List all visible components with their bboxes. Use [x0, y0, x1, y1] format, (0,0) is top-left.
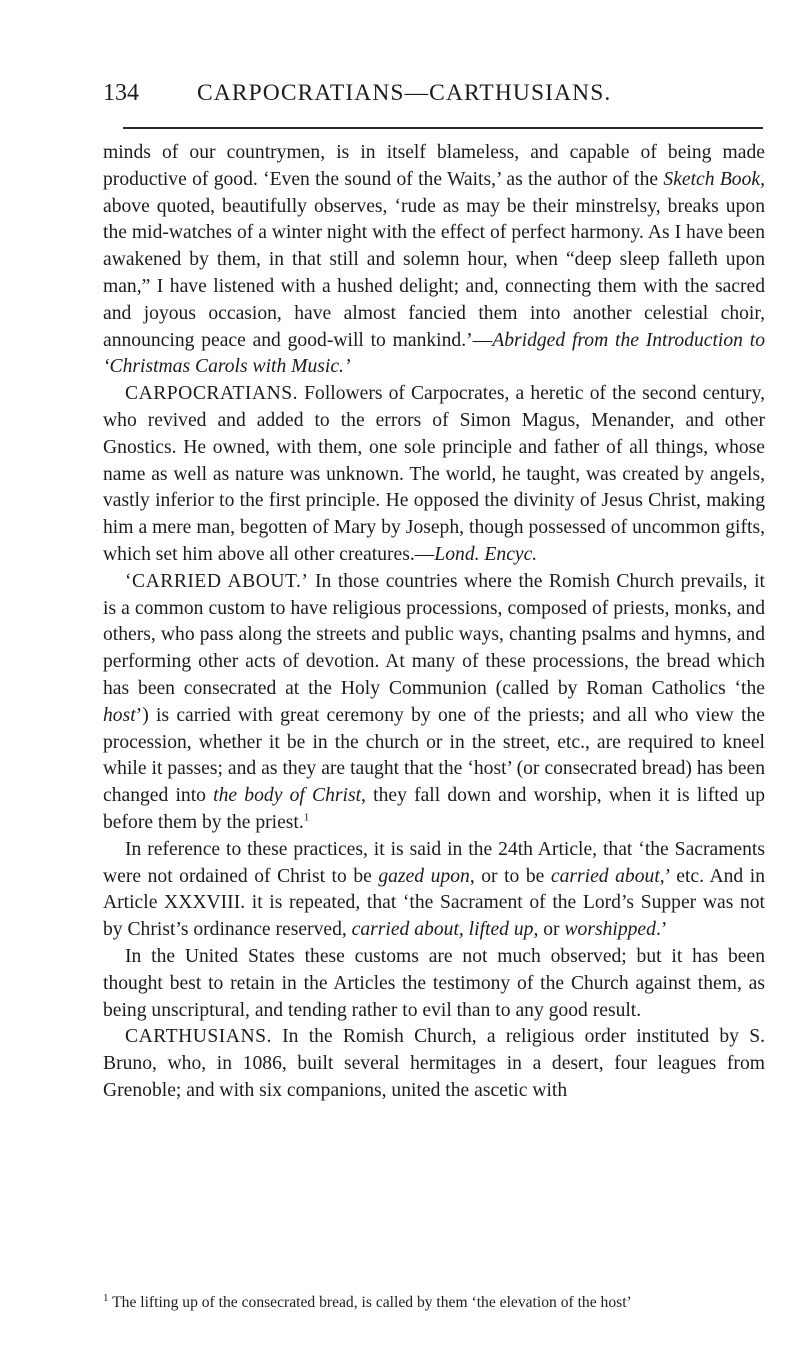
entry-heading-carpocratians: CARPOCRATIANS. [125, 383, 299, 405]
entry-heading-carried-about: ‘CARRIED ABOUT.’ [125, 570, 309, 592]
p3-text-a: In those countries where the Romish Church prevails, it is a common custom to have religious processions, composed of priests, monks, and others, who pass along the streets and public ways, chanting psalms and hymns, and performing other acts of devotion. At many of these processions, the bread which has been consecrated at the Holy Communion (called by Roman Catholics ‘the [103, 570, 765, 699]
paragraph-articles [103, 837, 765, 944]
page-number: 134 [103, 80, 139, 106]
p4-text-g: , or [533, 919, 565, 941]
p4-gazed-upon: gazed upon [378, 865, 470, 887]
paragraph-united-states [103, 944, 765, 1024]
p1-text-a: minds of our countrymen, is in itself blameless, and capable of being made productive of good. ‘Even the sound of the Waits,’ as the author of the [103, 142, 765, 190]
footnote-number: 1 [103, 1293, 109, 1304]
footnote [103, 1293, 765, 1313]
p4-worshipped: worshipped [564, 919, 656, 941]
paragraph-waits-quote [103, 140, 765, 381]
p3-body-of-christ: the body of Christ [213, 785, 362, 807]
footnote-text: The lifting up of the consecrated bread, is called by them ‘the elevation of the host’ [108, 1294, 632, 1311]
p3-text-c: ’) is carried with great ceremony by one of the priests; and all who view the procession, whether it be in the church or in the street, etc., are required to kneel while it passes; and as they are taught that the ‘host’ (or consecrated bread) has been changed into [103, 704, 765, 807]
p4-carried-about: carried about [550, 865, 660, 887]
footnote-marker: 1 [303, 811, 310, 824]
header-rule [123, 127, 763, 129]
paragraph-carried-about [103, 569, 765, 837]
p1-source: Abridged from the Introduction to ‘Christmas Carols with Music.’ [103, 329, 765, 378]
p4-text-i: .’ [655, 919, 668, 941]
paragraph-carpocratians [103, 381, 765, 569]
body-text [103, 140, 765, 1105]
p1-book-title: Sketch Book [663, 168, 761, 190]
p2-source: Lond. Encyc. [434, 543, 538, 565]
p4-text-c: , or to be [469, 865, 551, 887]
running-title: CARPOCRATIANS—CARTHUSIANS. [197, 80, 612, 106]
p4-carried-lifted: carried about, lifted up [351, 919, 534, 941]
p4-text-e: ,’ etc. And in Article XXXVIII. it is repeated, that ‘the Sacrament of the Lord’s Supper was not by Christ’s ordinance reserved, [103, 865, 765, 941]
p3-text-e: , they fall down and worship, when it is lifted up before them by the priest. [103, 785, 765, 833]
p5-text: In the United States these customs are not much observed; but it has been thought best to retain in the Articles the testimony of the Church against them, as being unscriptural, and tending rather to evil than to any good result. [103, 945, 765, 1021]
paragraph-carthusians [103, 1024, 765, 1104]
p4-text-a: In reference to these practices, it is said in the 24th Article, that ‘the Sacraments were not ordained of Christ to be [103, 838, 765, 887]
p3-host: host [103, 704, 136, 726]
p6-text: In the Romish Church, a religious order instituted by S. Bruno, who, in 1086, built several hermitages in a desert, four leagues from Grenoble; and with six companions, united the ascetic with [103, 1026, 765, 1101]
p2-text: Followers of Carpocrates, a heretic of the second century, who revived and added to the errors of Simon Magus, Menander, and other Gnostics. He owned, with them, one sole principle and father of all things, whose name as well as nature was unknown. The world, he taught, was created by angels, vastly inferior to the first principle. He opposed the divinity of Jesus Christ, making him a mere man, begotten of Mary by Joseph, though possessed of uncommon gifts, which set him above all other creatures.— [103, 383, 765, 565]
running-header [103, 78, 760, 118]
p1-text-c: , above quoted, beautifully observes, ‘rude as may be their minstrelsy, breaks upon the mid-watches of a winter night with the effect of perfect harmony. As I have been awakened by them, in that still and solemn hour, when “deep sleep falleth upon man,” I have listened with a hushed delight; and, connecting them with the sacred and joyous occasion, have almost fancied them into another celestial choir, announcing peace and good-will to mankind.’— [103, 168, 765, 351]
entry-heading-carthusians: CARTHUSIANS. [125, 1026, 272, 1048]
